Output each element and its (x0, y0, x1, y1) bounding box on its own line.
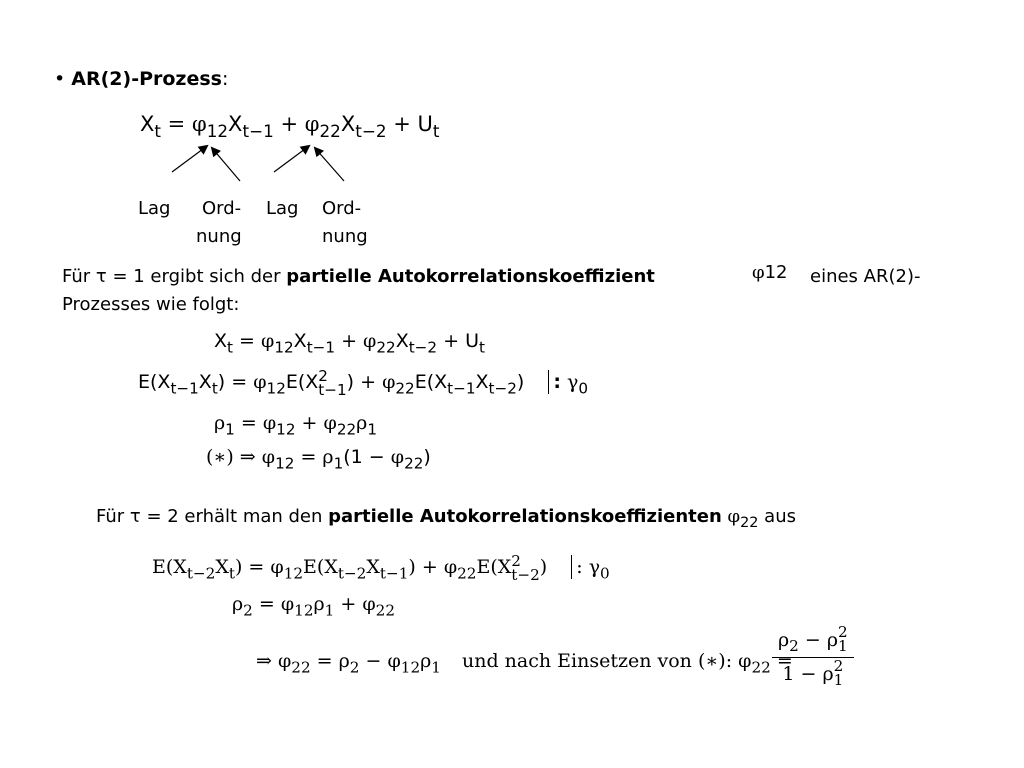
arrow-ordnung-2 (315, 148, 344, 181)
eq-text: E(X (285, 371, 319, 394)
label-lag-1: Lag (138, 198, 171, 219)
eq-u: U (417, 112, 433, 136)
para2-text: Für τ = 2 erhält man den (96, 506, 329, 527)
eq-phi: φ (363, 330, 377, 352)
eq-sub: t−1 (318, 380, 347, 399)
eq-text: 1 − (782, 663, 817, 686)
eq-u: U (465, 330, 479, 352)
eq-phi: φ (270, 556, 284, 579)
paragraph-1-line-1 (62, 266, 655, 287)
eq-sub: 12 (206, 120, 229, 141)
label-lag-2: Lag (266, 198, 299, 219)
eq-plus: + (393, 112, 411, 136)
eq-sub: 22 (457, 564, 477, 583)
heading-colon: : (222, 68, 229, 90)
eq-sub: t−2 (337, 564, 367, 583)
fraction (772, 623, 854, 689)
eq-supsub (318, 367, 347, 399)
eq-sub: 2 (789, 637, 799, 656)
eq-sub: 2 (243, 601, 253, 620)
eq-phi: φ (387, 650, 401, 672)
eq-phi: φ (262, 412, 277, 434)
eq-sub: 22 (404, 454, 424, 473)
eq-x: X (475, 371, 489, 394)
phi-index: 22 (740, 515, 759, 532)
eq-phi: φ (362, 593, 376, 615)
eq-text: E(X (476, 556, 512, 579)
eq-x: X (395, 330, 409, 352)
eq-rho: ρ (420, 650, 432, 672)
para1-text: Für τ = 1 ergibt sich der (62, 266, 287, 287)
eq-sup: 2 (838, 623, 848, 641)
eq-x: X (340, 112, 356, 136)
eq-sub: 12 (400, 658, 421, 677)
eq-phi: φ (304, 112, 320, 136)
eq-sub: t (154, 120, 161, 141)
eq-sub: 12 (294, 601, 314, 620)
eq-phi: φ (390, 446, 405, 468)
eq-phi: φ (253, 371, 267, 394)
ar2-equation (140, 112, 440, 141)
para2-bold: partielle Autokorrelationskoeffizienten (328, 506, 722, 527)
eq-sub: 22 (291, 658, 311, 677)
fraction-numerator (772, 623, 854, 658)
eq-gamma: γ (588, 556, 601, 579)
eq-rho: ρ (826, 628, 839, 651)
eq-sub: t−2 (488, 379, 517, 398)
eq-sub: 2 (349, 658, 360, 677)
eq-equals: = (167, 112, 186, 136)
eq-x: X (215, 556, 229, 579)
derivation1-eq3 (214, 412, 377, 438)
para1-phi12 (752, 262, 788, 283)
eq-phi: φ (261, 446, 276, 468)
eq-equals: = (231, 371, 248, 394)
eq-minus: − (365, 650, 382, 672)
eq-star-label: (∗) (206, 446, 234, 468)
eq-sub: t−1 (170, 379, 199, 398)
arrow-lag-1 (172, 146, 207, 172)
eq-x: X (366, 556, 380, 579)
eq-text: ) (234, 556, 243, 579)
eq-sub: 1 (333, 454, 344, 473)
eq-phi: φ (443, 556, 458, 579)
para2-post: aus (758, 506, 796, 527)
para1-bold: partielle Autokorrelationskoeffizient (286, 266, 655, 287)
eq-sub: 22 (336, 420, 357, 439)
eq-sub: 22 (376, 338, 396, 357)
section-heading (54, 68, 228, 90)
eq-sub: t−2 (408, 338, 438, 357)
eq-equals: = (258, 593, 275, 615)
para1-post: eines AR(2)- (810, 266, 921, 287)
phi-symbol: φ (752, 262, 765, 283)
eq-sub: 1 (838, 636, 848, 655)
eq-equals: = (316, 650, 333, 672)
divide-bar (548, 370, 549, 394)
eq-text: ) (217, 371, 226, 394)
eq-plus: + (443, 330, 460, 352)
eq-phi: φ (382, 371, 396, 394)
eq-colon: : (553, 371, 561, 394)
label-nung-2: nung (322, 226, 368, 247)
label-nung-1: nung (196, 226, 242, 247)
eq-sub: 1 (431, 658, 441, 677)
heading-title: AR(2)-Prozess (71, 68, 222, 90)
eq-text: E(X (303, 556, 338, 579)
eq-text: E(X (414, 371, 448, 394)
divide-bar (571, 555, 572, 579)
eq-rho: ρ (322, 446, 334, 468)
eq-x: X (198, 371, 212, 394)
derivation2-eq2 (232, 593, 395, 619)
eq-sub: 1 (833, 670, 844, 689)
eq-sub: t−2 (355, 120, 387, 141)
eq-rho: ρ (822, 663, 834, 686)
eq-implies: ⇒ (239, 446, 256, 468)
eq-equals: = (300, 446, 317, 468)
eq-sub: t−1 (306, 338, 336, 357)
eq-star-label: (∗) (697, 650, 726, 672)
derivation1-eq1 (214, 330, 485, 356)
eq-plus: + (421, 556, 438, 579)
eq-sub: 22 (751, 658, 771, 677)
eq-equals: = (248, 556, 265, 579)
eq-rho: ρ (313, 593, 325, 615)
eq-equals: = (240, 412, 257, 434)
eq-sup: 2 (318, 367, 328, 385)
eq-supsub (511, 552, 540, 584)
eq-sub: 0 (600, 564, 610, 583)
derivation1-eq4 (206, 446, 431, 472)
eq-rho: ρ (214, 412, 226, 434)
eq-sub: 22 (395, 379, 415, 398)
eq-x: X (293, 330, 307, 352)
eq-text: ) (408, 556, 416, 579)
label-ord-2: Ord- (322, 198, 362, 219)
paragraph-1-line-2: Prozesses wie folgt: (62, 294, 240, 315)
eq-text: (1 − (343, 446, 385, 468)
eq-rho: ρ (232, 593, 244, 615)
eq-text: ) (346, 371, 355, 394)
arrow-lag-2 (274, 146, 309, 172)
eq-sub: 12 (274, 338, 294, 357)
eq-plus: + (301, 412, 318, 434)
eq-plus: + (280, 112, 299, 136)
eq-gamma: γ (567, 371, 579, 394)
eq-x: X (228, 112, 243, 136)
derivation2-fraction (772, 623, 854, 689)
eq-sub: 12 (283, 564, 304, 583)
derivation2-eq1 (152, 552, 610, 584)
eq-sub: t (479, 338, 485, 357)
eq-sub: 12 (266, 379, 286, 398)
eq-sub: t−1 (447, 379, 476, 398)
eq-minus: − (804, 628, 821, 651)
derivation1-eq2 (138, 367, 589, 399)
eq-x: X (140, 112, 155, 136)
phi-index: 12 (764, 262, 788, 283)
eq-plus: + (341, 330, 357, 352)
label-ord-1: Ord- (202, 198, 242, 219)
fraction-denominator (772, 658, 854, 687)
eq-rho: ρ (778, 628, 790, 651)
eq-sub: t−1 (242, 120, 274, 141)
eq-sup: 2 (833, 657, 844, 676)
derivation2-eq3 (256, 650, 441, 676)
eq-sub: t−2 (186, 564, 216, 583)
phi-symbol: φ (727, 506, 741, 527)
eq-supsub (833, 657, 844, 689)
arrows-diagram (160, 140, 360, 190)
eq-text: ) (539, 556, 548, 579)
eq-colon: : (725, 650, 733, 672)
bullet: • (54, 68, 66, 90)
eq-rho: ρ (338, 650, 350, 672)
eq-phi: φ (280, 593, 295, 615)
eq-text: E(X (138, 371, 171, 394)
eq-sub: t−1 (379, 564, 409, 583)
arrow-ordnung-1 (212, 148, 240, 181)
eq-implies: ⇒ (256, 650, 272, 672)
derivation2-eq3-text (462, 650, 793, 676)
eq-phi: φ (738, 650, 752, 672)
eq-sub: 1 (225, 420, 235, 439)
eq-sub: t (211, 379, 218, 398)
eq-sub: 0 (578, 379, 589, 398)
eq-sub: 22 (319, 120, 341, 141)
eq-text: E(X (152, 556, 187, 579)
eq-sub: 12 (276, 420, 296, 439)
eq-equals: = (776, 650, 793, 672)
eq-text: und nach Einsetzen von (462, 650, 692, 672)
eq-equals: = (239, 330, 255, 352)
eq-colon: : (576, 556, 583, 579)
eq-x: X (214, 330, 228, 352)
paragraph-2 (96, 506, 796, 531)
eq-plus: + (360, 371, 377, 394)
eq-sub: t−2 (511, 565, 540, 584)
eq-phi: φ (323, 412, 337, 434)
eq-sub: 22 (375, 601, 395, 620)
eq-sub: t (228, 564, 235, 583)
eq-plus: + (340, 593, 357, 615)
eq-phi: φ (261, 330, 275, 352)
eq-sub: t (432, 120, 440, 141)
eq-rho: ρ (356, 412, 368, 434)
eq-phi: φ (277, 650, 292, 672)
eq-text: ) (516, 371, 525, 394)
eq-supsub (838, 623, 848, 655)
eq-phi: φ (191, 112, 207, 136)
eq-sub: 12 (275, 454, 295, 473)
eq-text: ) (423, 446, 431, 468)
eq-sub: 1 (324, 601, 335, 620)
eq-sub: 1 (367, 420, 377, 439)
eq-sup: 2 (511, 552, 521, 570)
eq-sub: t (227, 338, 233, 357)
